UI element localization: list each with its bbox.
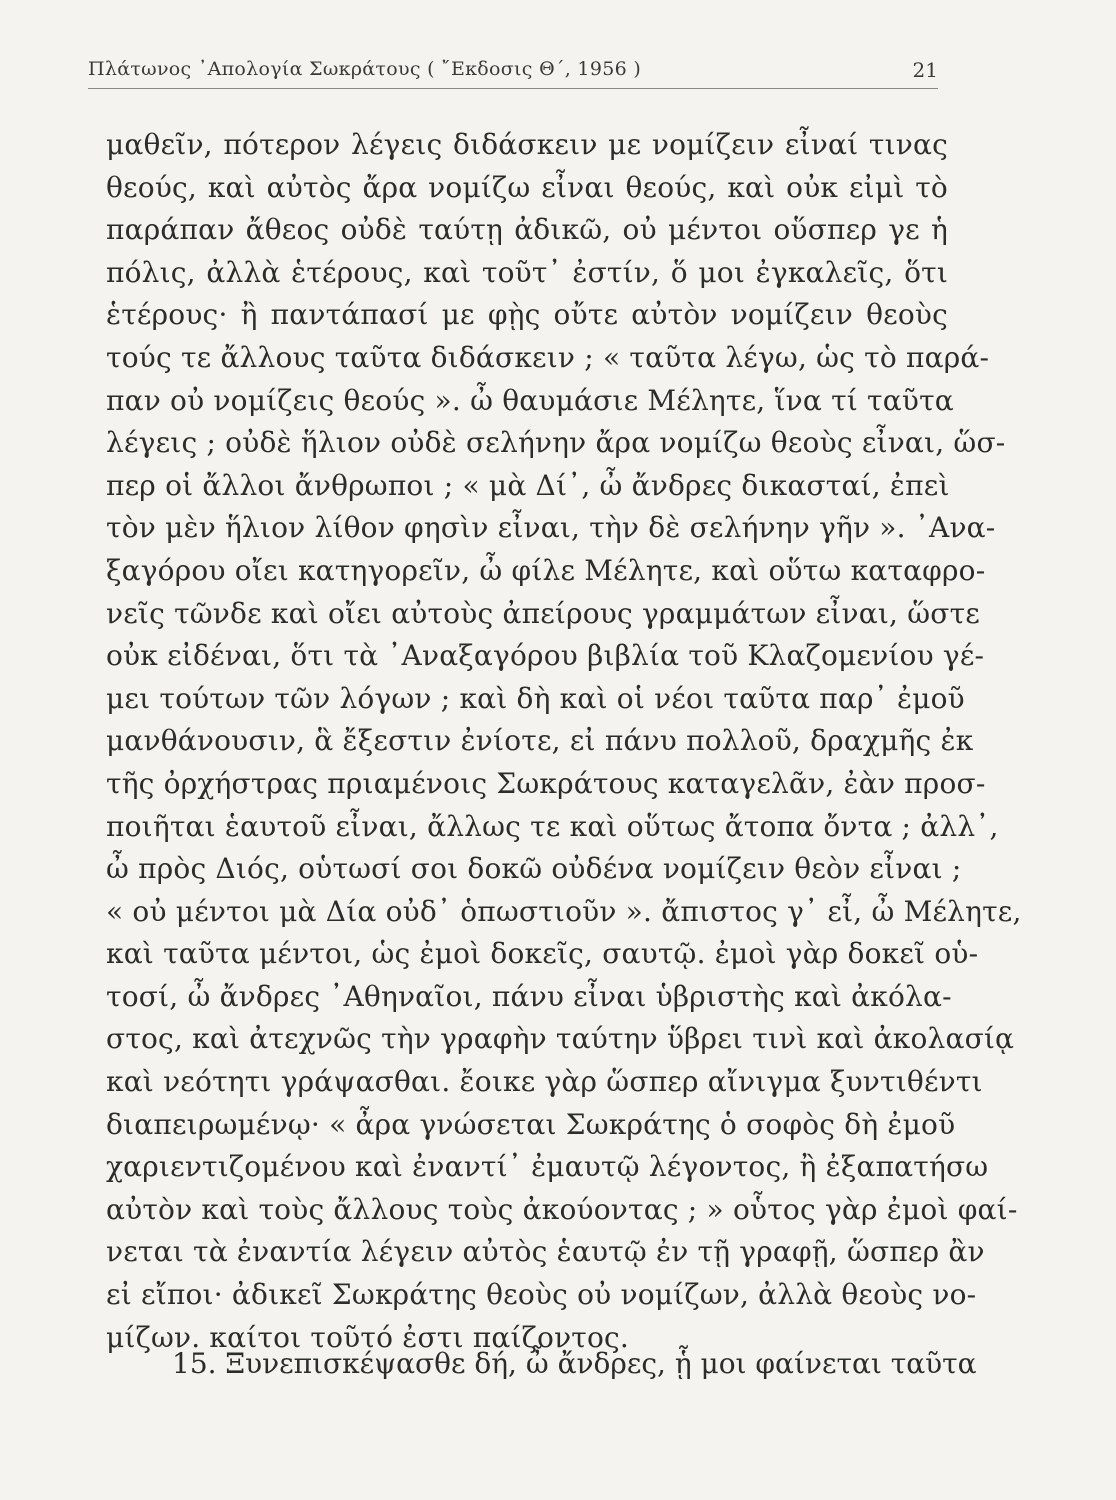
text-line: αὐτὸν καὶ τοὺς ἄλλους τοὺς ἀκούοντας ; » οὗτος γὰρ ἐμοὶ φαί-	[106, 1192, 1018, 1226]
text-line: παν οὐ νομίζεις θεούς ». ὦ θαυμάσιε Μέλητε, ἵνα τί ταῦτα	[106, 383, 954, 417]
text-line: χαριεντιζομένου καὶ ἐναντί᾿ ἐμαυτῷ λέγοντος, ἢ ἐξαπατήσω	[106, 1150, 989, 1184]
text-line: θεούς, καὶ αὐτὸς ἄρα νομίζω εἶναι θεούς, καὶ οὐκ εἰμὶ τὸ	[106, 170, 948, 204]
running-title: Πλάτωνος ᾿Απολογία Σωκράτους ( ῎Εκδοσις Θ΄, 1956 )	[88, 58, 642, 80]
text-line: ξαγόρου οἴει κατηγορεῖν, ὦ φίλε Μέλητε, καὶ οὕτω καταφρο-	[106, 553, 986, 587]
page-number: 21	[912, 58, 938, 82]
text-line: μαθεῖν, πότερον λέγεις διδάσκειν με νομίζειν εἶναί τινας	[106, 128, 948, 161]
running-head	[88, 58, 938, 86]
section-15-opening: 15. Ξυνεπισκέψασθε δή, ὦ ἄνδρες, ᾗ μοι φαίνεται ταῦτα	[172, 1347, 977, 1380]
text-line: τοσί, ὦ ἄνδρες ᾿Αθηναῖοι, πάνυ εἶναι ὑβριστὴς καὶ ἀκόλα-	[106, 979, 952, 1013]
text-line: περ οἱ ἄλλοι ἄνθρωποι ; « μὰ Δί᾿, ὦ ἄνδρες δικασταί, ἐπεὶ	[106, 468, 950, 502]
text-line: εἰ εἴποι· ἀδικεῖ Σωκράτης θεοὺς οὐ νομίζων, ἀλλὰ θεοὺς νο-	[106, 1278, 977, 1312]
text-line: τὸν μὲν ἥλιον λίθον φησὶν εἶναι, τὴν δὲ σελήνην γῆν ». ᾿Ανα-	[106, 511, 996, 545]
body-paragraph	[106, 124, 1022, 1359]
text-line: ποιῆται ἑαυτοῦ εἶναι, ἄλλως τε καὶ οὕτως ἄτοπα ὄντα ; ἀλλ᾿,	[106, 809, 999, 843]
text-line: νεται τὰ ἐναντία λέγειν αὐτὸς ἑαυτῷ ἐν τῇ γραφῇ, ὥσπερ ἂν	[106, 1235, 985, 1269]
text-line: τούς τε ἄλλους ταῦτα διδάσκειν ; « ταῦτα λέγω, ὡς τὸ παρά-	[106, 340, 990, 374]
text-line: « οὐ μέντοι μὰ Δία οὐδ᾿ ὁπωστιοῦν ». ἄπιστος γ᾿ εἶ, ὦ Μέλητε,	[106, 894, 1022, 928]
text-line: οὐκ εἰδέναι, ὅτι τὰ ᾿Αναξαγόρου βιβλία τοῦ Κλαζομενίου γέ-	[106, 639, 985, 673]
text-line: διαπειρωμένῳ· « ἆρα γνώσεται Σωκράτης ὁ σοφὸς δὴ ἐμοῦ	[106, 1107, 956, 1141]
text-line: καὶ ταῦτα μέντοι, ὡς ἐμοὶ δοκεῖς, σαυτῷ. ἐμοὶ γὰρ δοκεῖ οὑ-	[106, 937, 979, 971]
text-line: παράπαν ἄθεος οὐδὲ ταύτῃ ἀδικῶ, οὐ μέντοι οὕσπερ γε ἡ	[106, 213, 948, 247]
text-line: ἑτέρους· ἢ παντάπασί με φῂς οὔτε αὐτὸν νομίζειν θεοὺς	[106, 298, 948, 332]
header-rule	[88, 88, 938, 89]
text-line: πόλις, ἀλλὰ ἑτέρους, καὶ τοῦτ᾿ ἐστίν, ὅ μοι ἐγκαλεῖς, ὅτι	[106, 255, 948, 289]
text-line: στος, καὶ ἀτεχνῶς τὴν γραφὴν ταύτην ὕβρει τινὶ καὶ ἀκολασίᾳ	[106, 1022, 1015, 1056]
text-line: καὶ νεότητι γράψασθαι. ἔοικε γὰρ ὥσπερ αἴνιγμα ξυντιθέντι	[106, 1065, 983, 1099]
text-line: νεῖς τῶνδε καὶ οἴει αὐτοὺς ἀπείρους γραμμάτων εἶναι, ὥστε	[106, 596, 980, 630]
text-line: λέγεις ; οὐδὲ ἥλιον οὐδὲ σελήνην ἄρα νομίζω θεοὺς εἶναι, ὥσ-	[106, 426, 1006, 460]
text-line: τῆς ὀρχήστρας πριαμένοις Σωκράτους καταγελᾶν, ἐὰν προσ-	[106, 766, 986, 800]
text-line: ὦ πρὸς Διός, οὑτωσί σοι δοκῶ οὐδένα νομίζειν θεὸν εἶναι ;	[106, 852, 962, 886]
text-line: μει τούτων τῶν λόγων ; καὶ δὴ καὶ οἱ νέοι ταῦτα παρ᾿ ἐμοῦ	[106, 681, 965, 715]
text-line-last: μίζων. καίτοι τοῦτό ἐστι παίζοντος.	[106, 1320, 630, 1354]
text-line: μανθάνουσιν, ἃ ἔξεστιν ἐνίοτε, εἰ πάνυ πολλοῦ, δραχμῆς ἐκ	[106, 724, 974, 758]
